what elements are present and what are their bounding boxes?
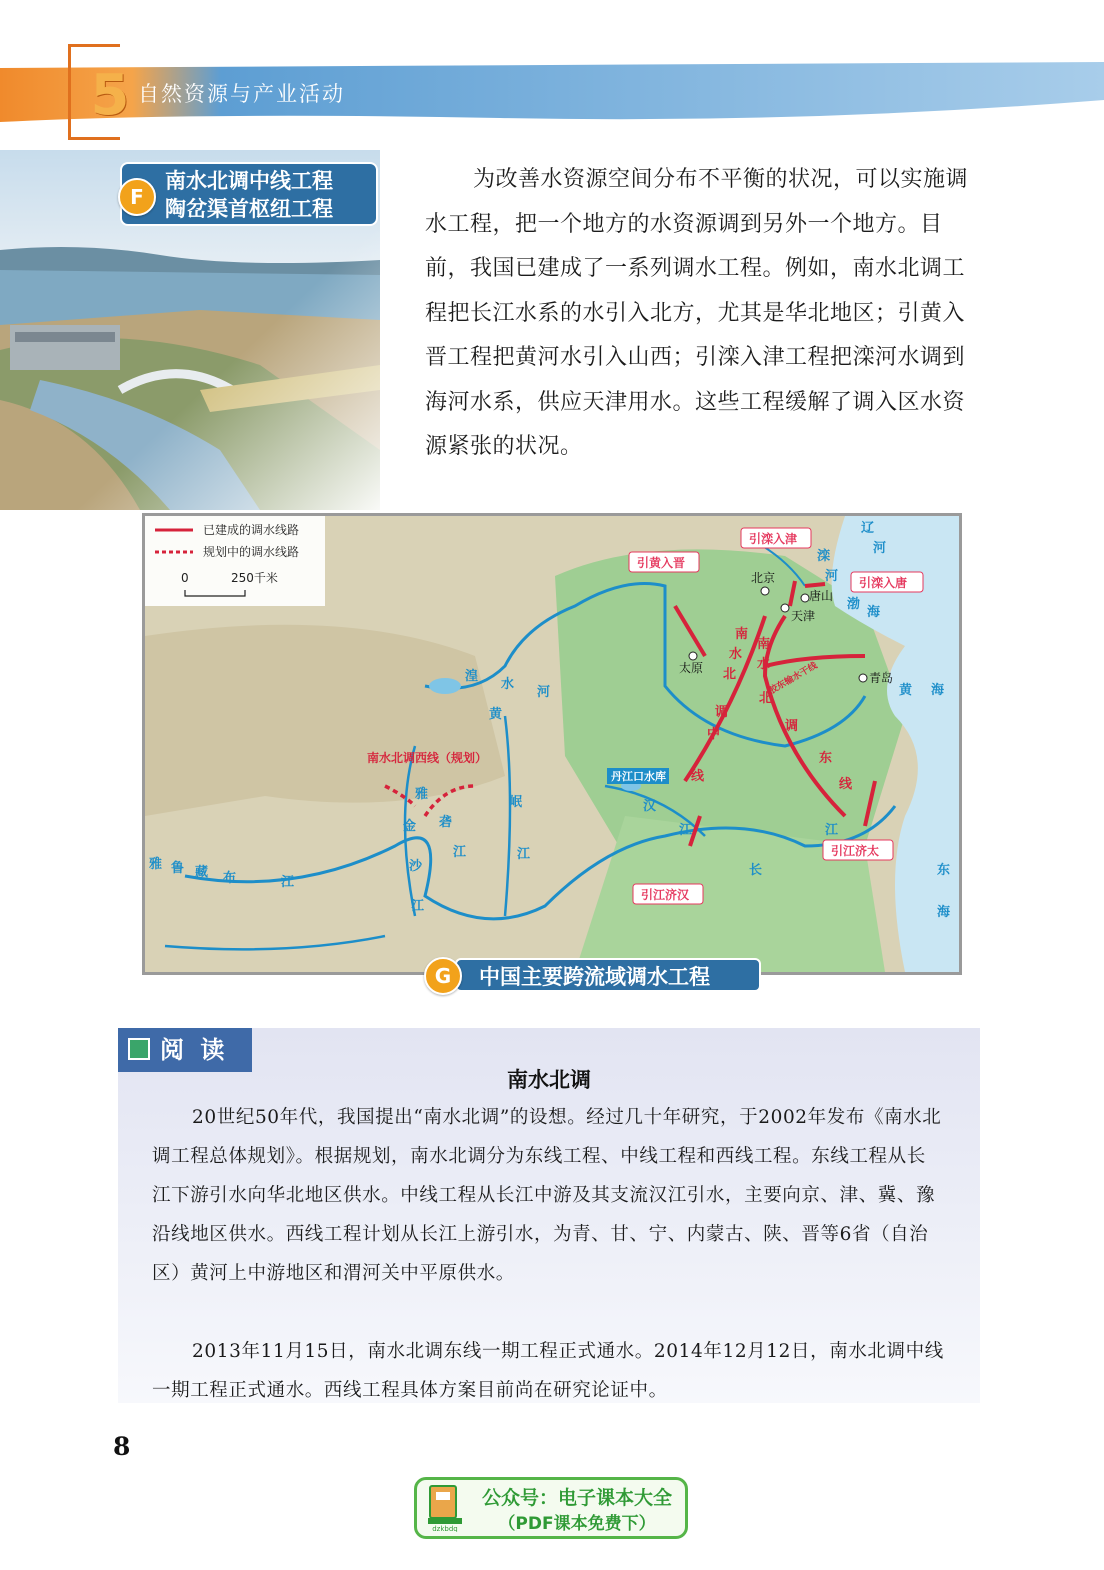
luanhe-char-1: 河 (825, 569, 839, 584)
danjiangkou-label: 丹江口水库 (611, 770, 666, 783)
label-yinhuang-jin: 引黄入晋 (637, 556, 686, 570)
jinsha-char-1: 沙 (409, 859, 423, 874)
city-qingdao-dot (859, 674, 867, 682)
city-tangshan-dot (801, 594, 809, 602)
label-yinjiang-han: 引江济汉 (641, 888, 690, 902)
middle-char-3: 调 (715, 705, 729, 720)
huanghe-char-1: 河 (537, 685, 551, 700)
han-char-1: 江 (679, 823, 693, 838)
donghai-char-0: 东 (937, 863, 951, 878)
huangshui-char-0: 湟 (465, 669, 479, 684)
huanghai-char-0: 黄 (899, 683, 913, 698)
map-caption: 中国主要跨流域调水工程 (455, 958, 761, 992)
watermark-icon-text: dzkbdq (432, 1525, 458, 1532)
photo-badge: F (118, 178, 156, 216)
east-char-5: 线 (839, 777, 853, 792)
min-char-0: 岷 (509, 795, 523, 810)
changjiang-char-1: 江 (825, 823, 839, 838)
jinsha-char-0: 金 (403, 819, 417, 834)
label-yinjiang-tai: 引江济太 (831, 844, 880, 858)
map-svg (145, 516, 959, 972)
luanhe-char-0: 滦 (817, 549, 831, 564)
map-badge: G (424, 957, 462, 995)
middle-char-0: 南 (735, 627, 749, 642)
yarlung-char-4: 江 (281, 875, 295, 890)
donghai-char-1: 海 (937, 905, 951, 920)
middle-char-5: 线 (691, 769, 705, 784)
middle-char-4: 中 (707, 727, 721, 742)
bohai-char-0: 渤 (847, 597, 861, 612)
scale-zero: 0 (181, 571, 189, 585)
photo-caption (120, 162, 378, 226)
legend-built-label: 已建成的调水线路 (203, 523, 300, 537)
photo-caption-line2: 陶岔渠首枢纽工程 (165, 197, 333, 221)
jiaodong-route-label: 胶东输水干线 (767, 660, 820, 697)
city-taiyuan-dot (689, 652, 697, 660)
huangshui-char-1: 水 (501, 677, 515, 692)
bohai-char-1: 海 (867, 605, 881, 620)
chapter-number: 5 (90, 63, 130, 128)
page-number: 8 (113, 1432, 131, 1461)
yarlung-char-1: 鲁 (171, 861, 185, 876)
changjiang-char-0: 长 (749, 863, 763, 878)
east-char-1: 水 (757, 657, 771, 672)
photo-caption-line1: 南水北调中线工程 (165, 169, 333, 193)
east-char-3: 调 (785, 719, 799, 734)
city-qingdao: 青岛 (869, 671, 894, 685)
min-char-1: 江 (517, 847, 531, 862)
han-char-0: 汉 (643, 799, 657, 814)
book-icon (128, 1038, 150, 1060)
route-yinluan-tang (805, 584, 825, 586)
water-transfer-map (142, 513, 962, 975)
city-tangshan: 唐山 (809, 589, 834, 603)
city-beijing: 北京 (751, 571, 776, 585)
legend-planned-label: 规划中的调水线路 (203, 545, 300, 559)
yalong-char-0: 雅 (415, 787, 429, 802)
city-beijing-dot (761, 587, 769, 595)
map-plateau (145, 625, 505, 816)
east-char-4: 东 (819, 751, 833, 766)
city-tianjin: 天津 (791, 609, 816, 623)
scale-value: 250千米 (231, 571, 278, 585)
liaohe-char-1: 河 (873, 541, 887, 556)
city-taiyuan: 太原 (679, 661, 704, 675)
jinsha-char-2: 江 (411, 899, 425, 914)
huanghai-char-1: 海 (931, 683, 945, 698)
reading-paragraph-1: 20世纪50年代，我国提出“南水北调”的设想。经过几十年研究，于2002年发布《南水北调工程总体规划》。根据规划，南水北调分为东线工程、中线工程和西线工程。东线工程从长江下游引水向华北地区供水。中线工程从长江中游及其支流汉江引水，主要向京、津、冀、豫沿线地区供水。西线工程计划从长江上游引水，为青、甘、宁、内蒙古、陕、晋等6省（自治区）黄河上中游地区和渭河关中平原供水。 (152, 1107, 942, 1284)
chapter-title: 自然资源与产业活动 (138, 82, 345, 106)
yarlung-char-3: 布 (223, 871, 237, 886)
body-paragraph: 为改善水资源空间分布不平衡的状况，可以实施调水工程，把一个地方的水资源调到另外一个地方。目前，我国已建成了一系列调水工程。例如，南水北调工程把长江水系的水引入北方，尤其是华北地区；引黄入晋工程把黄河水引入山西；引滦入津工程把滦河水调到海河水系，供应天津用水。这些工程缓解了调入区水资源紧张的状况。 (425, 167, 969, 459)
label-yinluan-jin: 引滦入津 (749, 532, 798, 546)
liaohe-char-0: 辽 (861, 521, 875, 536)
label-west-route: 南水北调西线（规划） (367, 751, 488, 765)
yalong-char-2: 江 (453, 845, 467, 860)
middle-char-2: 北 (723, 667, 737, 682)
city-tianjin-dot (781, 604, 789, 612)
reading-title: 南水北调 (507, 1068, 591, 1092)
reading-tab: 阅 读 (118, 1028, 252, 1072)
yalong-char-1: 砻 (439, 815, 453, 830)
qinghai-lake (429, 678, 461, 694)
reading-paragraph-2: 2013年11月15日，南水北调东线一期工程正式通水。2014年12月12日，南水北调中线一期工程正式通水。西线工程具体方案目前尚在研究论证中。 (152, 1341, 944, 1401)
yarlung-char-0: 雅 (149, 857, 163, 872)
watermark-line2: （PDF课本免费下） (498, 1514, 656, 1534)
huanghe-char-0: 黄 (489, 707, 503, 722)
watermark-line1: 公众号：电子课本大全 (481, 1487, 672, 1509)
label-yinluan-tang: 引滦入唐 (859, 576, 908, 590)
east-char-0: 南 (757, 637, 771, 652)
middle-char-1: 水 (729, 647, 743, 662)
east-char-2: 北 (759, 691, 773, 706)
book-stack-icon (424, 1484, 466, 1532)
yarlung-char-2: 藏 (195, 865, 209, 880)
